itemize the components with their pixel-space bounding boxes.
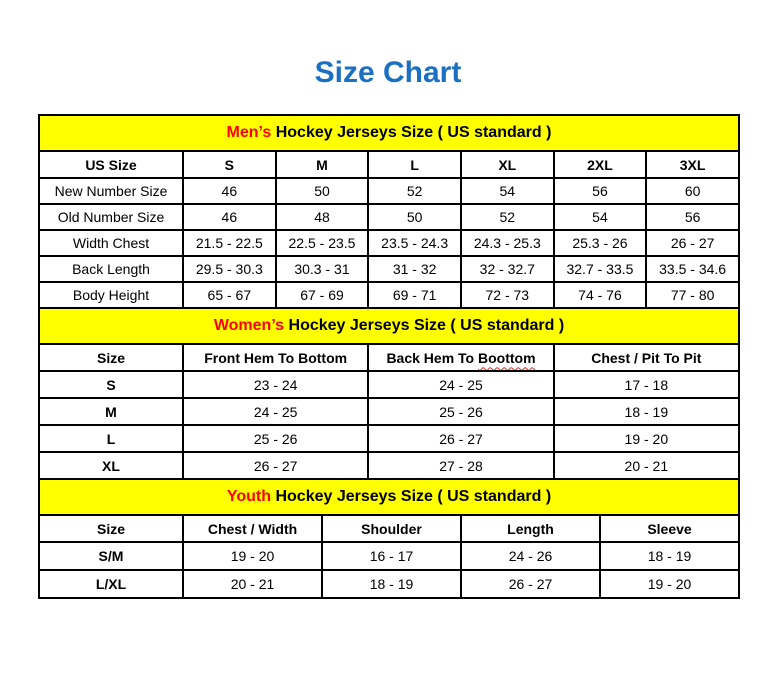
- column-header-cell: 2XL: [554, 151, 647, 178]
- size-value-cell: 22.5 - 23.5: [276, 230, 369, 256]
- size-value-cell: 18 - 19: [554, 398, 739, 425]
- size-value-cell: 18 - 19: [322, 570, 461, 598]
- size-table-womens: [38, 307, 740, 480]
- size-value-cell: 27 - 28: [368, 452, 553, 479]
- size-value-cell: 25 - 26: [183, 425, 368, 452]
- spellcheck-underlined-word: Boottom: [477, 349, 536, 366]
- column-header-cell: Sleeve: [600, 515, 739, 542]
- row-label-cell: Old Number Size: [39, 204, 183, 230]
- size-value-cell: 17 - 18: [554, 371, 739, 398]
- column-header-row: [39, 515, 739, 542]
- size-value-cell: 69 - 71: [368, 282, 461, 308]
- column-header-cell: US Size: [39, 151, 183, 178]
- size-table-mens: [38, 114, 740, 309]
- row-label-cell: S/M: [39, 542, 183, 570]
- row-label-cell: Body Height: [39, 282, 183, 308]
- row-label-cell: S: [39, 371, 183, 398]
- section-band-title: [39, 308, 739, 344]
- table-row: [39, 282, 739, 308]
- size-value-cell: 24 - 26: [461, 542, 600, 570]
- size-value-cell: 54: [461, 178, 554, 204]
- column-header-row: [39, 151, 739, 178]
- row-label-cell: Back Length: [39, 256, 183, 282]
- size-value-cell: 23 - 24: [183, 371, 368, 398]
- size-value-cell: 20 - 21: [183, 570, 322, 598]
- section-highlight: Youth: [226, 488, 272, 505]
- size-value-cell: 65 - 67: [183, 282, 276, 308]
- section-title-rest: Hockey Jerseys Size ( US standard ): [271, 124, 552, 141]
- size-value-cell: 60: [646, 178, 739, 204]
- column-header-cell: L: [368, 151, 461, 178]
- column-header-cell: Front Hem To Bottom: [183, 344, 368, 371]
- size-value-cell: 67 - 69: [276, 282, 369, 308]
- column-header-cell: 3XL: [646, 151, 739, 178]
- size-value-cell: 30.3 - 31: [276, 256, 369, 282]
- row-label-cell: Width Chest: [39, 230, 183, 256]
- size-table-youth: [38, 478, 740, 599]
- size-value-cell: 19 - 20: [183, 542, 322, 570]
- table-row: [39, 256, 739, 282]
- size-chart: [38, 114, 738, 599]
- size-value-cell: 19 - 20: [554, 425, 739, 452]
- table-row: [39, 204, 739, 230]
- size-value-cell: 26 - 27: [461, 570, 600, 598]
- size-value-cell: 56: [646, 204, 739, 230]
- size-value-cell: 31 - 32: [368, 256, 461, 282]
- table-row: [39, 542, 739, 570]
- size-value-cell: 24.3 - 25.3: [461, 230, 554, 256]
- row-label-cell: XL: [39, 452, 183, 479]
- column-header-row: [39, 344, 739, 371]
- size-value-cell: 25.3 - 26: [554, 230, 647, 256]
- size-value-cell: 52: [461, 204, 554, 230]
- section-band-mens: [39, 115, 739, 151]
- table-row: [39, 425, 739, 452]
- row-label-cell: New Number Size: [39, 178, 183, 204]
- table-row: [39, 570, 739, 598]
- section-title-rest: Hockey Jerseys Size ( US standard ): [284, 317, 565, 334]
- size-value-cell: 25 - 26: [368, 398, 553, 425]
- table-row: [39, 398, 739, 425]
- size-value-cell: 21.5 - 22.5: [183, 230, 276, 256]
- column-header-cell: Chest / Pit To Pit: [554, 344, 739, 371]
- section-band-youth: [39, 479, 739, 515]
- column-header-cell: Size: [39, 344, 183, 371]
- size-value-cell: 46: [183, 204, 276, 230]
- size-value-cell: 52: [368, 178, 461, 204]
- table-row: [39, 371, 739, 398]
- column-header-cell: XL: [461, 151, 554, 178]
- size-value-cell: 32 - 32.7: [461, 256, 554, 282]
- size-value-cell: 19 - 20: [600, 570, 739, 598]
- section-highlight: Women’s: [213, 317, 285, 334]
- size-value-cell: 46: [183, 178, 276, 204]
- section-band-title: [39, 479, 739, 515]
- column-header-cell: M: [276, 151, 369, 178]
- row-label-cell: L/XL: [39, 570, 183, 598]
- size-value-cell: 24 - 25: [368, 371, 553, 398]
- size-value-cell: 33.5 - 34.6: [646, 256, 739, 282]
- column-header-cell: Shoulder: [322, 515, 461, 542]
- size-value-cell: 56: [554, 178, 647, 204]
- size-value-cell: 54: [554, 204, 647, 230]
- section-highlight: Men’s: [226, 124, 272, 141]
- size-value-cell: 26 - 27: [646, 230, 739, 256]
- size-value-cell: 26 - 27: [183, 452, 368, 479]
- size-value-cell: 24 - 25: [183, 398, 368, 425]
- size-value-cell: 48: [276, 204, 369, 230]
- column-header-cell: Chest / Width: [183, 515, 322, 542]
- column-header-cell: Length: [461, 515, 600, 542]
- column-header-cell: Back Hem To Boottom: [368, 344, 553, 371]
- size-value-cell: 16 - 17: [322, 542, 461, 570]
- size-value-cell: 77 - 80: [646, 282, 739, 308]
- size-value-cell: 20 - 21: [554, 452, 739, 479]
- page-title: Size Chart: [314, 56, 462, 89]
- size-value-cell: 18 - 19: [600, 542, 739, 570]
- table-row: [39, 230, 739, 256]
- size-value-cell: 26 - 27: [368, 425, 553, 452]
- size-value-cell: 74 - 76: [554, 282, 647, 308]
- table-row: [39, 178, 739, 204]
- column-header-cell: S: [183, 151, 276, 178]
- size-value-cell: 32.7 - 33.5: [554, 256, 647, 282]
- section-title-rest: Hockey Jerseys Size ( US standard ): [271, 488, 552, 505]
- row-label-cell: M: [39, 398, 183, 425]
- section-band-title: [39, 115, 739, 151]
- table-row: [39, 452, 739, 479]
- size-value-cell: 50: [368, 204, 461, 230]
- column-header-cell: Size: [39, 515, 183, 542]
- row-label-cell: L: [39, 425, 183, 452]
- size-value-cell: 50: [276, 178, 369, 204]
- size-value-cell: 23.5 - 24.3: [368, 230, 461, 256]
- size-value-cell: 72 - 73: [461, 282, 554, 308]
- size-value-cell: 29.5 - 30.3: [183, 256, 276, 282]
- section-band-womens: [39, 308, 739, 344]
